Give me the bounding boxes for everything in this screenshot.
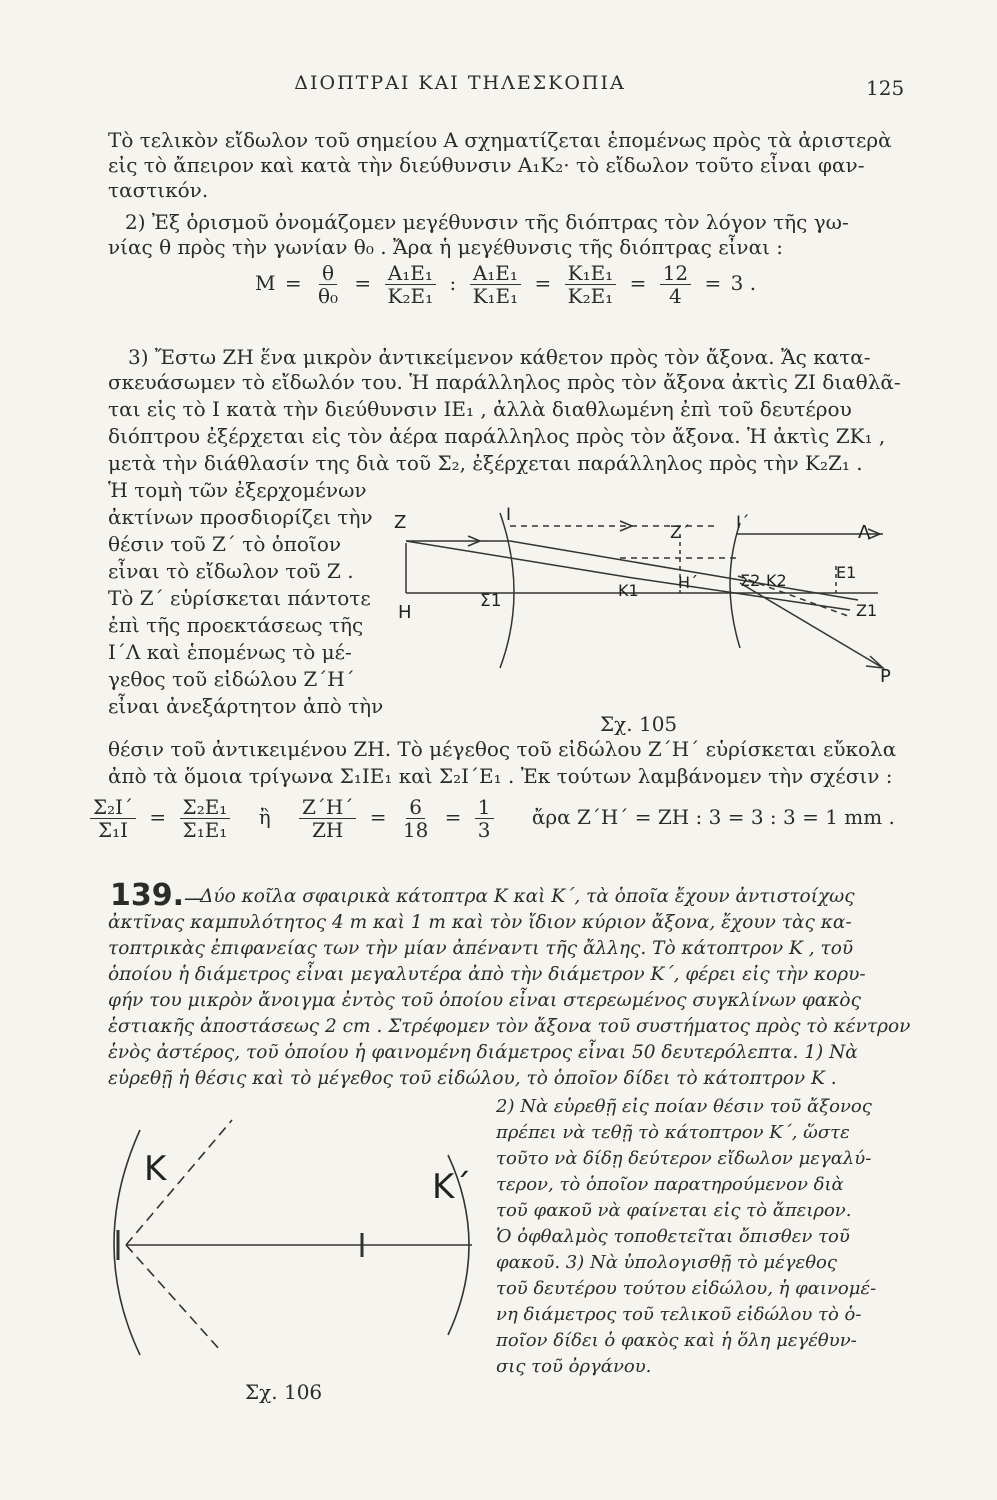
label-lambda: Λ bbox=[858, 522, 871, 543]
fraction-a1e1-k2e1: $\frac{\text{Α₁Ε₁}}{\text{Κ₂Ε₁}}$ bbox=[385, 262, 437, 307]
label-sigma1: Σ1 bbox=[480, 591, 502, 611]
problem-narrow-5: τοῦ φακοῦ νὰ φαίνεται εἰς τὸ ἄπειρον. bbox=[496, 1200, 852, 1221]
figure-106-caption: Σχ. 106 bbox=[245, 1380, 323, 1404]
problem-narrow-2: πρέπει νὰ τεθῇ τὸ κάτοπτρον Κ΄, ὥστε bbox=[496, 1122, 850, 1143]
problem-line-8: εὑρεθῇ ἡ θέσις καὶ τὸ μέγεθος τοῦ εἰδώλου, τὸ ὁποῖον δίδει τὸ κάτοπτρον Κ . bbox=[108, 1068, 837, 1089]
label-i-prime: I΄ bbox=[736, 513, 750, 533]
label-sigma2: Σ2 bbox=[740, 571, 761, 590]
problem-narrow-6: Ὁ ὀφθαλμὸς τοποθετεῖται ὄπισθεν τοῦ bbox=[496, 1226, 850, 1247]
problem-narrow-8: τοῦ δευτέρου τούτου εἰδώλου, ἡ φαινομέ- bbox=[496, 1278, 877, 1299]
problem-number: 139.— bbox=[110, 878, 205, 913]
problem-narrow-10: ποῖον δίδει ὁ φακὸς καὶ ἡ ὅλη μεγέθυν- bbox=[496, 1330, 857, 1351]
para3-narrow-7: Ι΄Λ καὶ ἑπομένως τὸ μέ- bbox=[108, 640, 352, 664]
label-p: P bbox=[880, 666, 891, 687]
fraction-s2e1-s1e1: $\frac{\text{Σ₂Ε₁}}{\text{Σ₁Ε₁}}$ bbox=[180, 796, 231, 841]
similar-triangles-formula: $\frac{\text{Σ₂Ι΄}}{\text{Σ₁Ι}}$ = $\frac{\text{Σ₂Ε₁}}{\text{Σ₁Ε₁}}$ ἢ $\frac{Z΄H΄}{ZH}$ = $\frac{6}{18}$ = $\frac{1}{3}$ ἄρα Ζ΄Η΄ = ΖΗ : 3 = 3 : 3 = 1 mm . bbox=[86, 796, 895, 841]
para3-narrow-8: γεθος τοῦ εἰδώλου Ζ΄Η΄ bbox=[108, 667, 355, 691]
para3-line-5: μετὰ τὴν διάθλασίν της διὰ τοῦ Σ₂, ἐξέρχεται παράλληλος πρὸς τὴν Κ₂Ζ₁ . bbox=[108, 451, 863, 475]
problem-narrow-7: φακοῦ. 3) Νὰ ὑπολογισθῇ τὸ μέγεθος bbox=[496, 1252, 837, 1273]
problem-narrow-3: τοῦτο νὰ δίδῃ δεύτερον εἴδωλον μεγαλύ- bbox=[496, 1148, 872, 1169]
problem-line-4: ὁποίου ἡ διάμετρος εἶναι μεγαλυτέρα ἀπὸ τὴν διάμετρον Κ΄, φέρει εἰς τὴν κορυ- bbox=[108, 964, 866, 985]
problem-narrow-11: σις τοῦ ὀργάνου. bbox=[496, 1356, 652, 1377]
formula-conclusion: ἄρα Ζ΄Η΄ = ΖΗ : 3 = 3 : 3 = 1 mm . bbox=[531, 805, 895, 829]
problem-line-7: ἑνὸς ἀστέρος, τοῦ ὁποίου ἡ φαινομένη διάμετρος εἶναι 50 δευτερόλεπτα. 1) Νὰ bbox=[108, 1042, 858, 1063]
para3-narrow-1: Ἡ τομὴ τῶν ἐξερχομένων bbox=[108, 478, 367, 502]
ray-z-k1 bbox=[406, 541, 633, 578]
para1-line-2: εἰς τὸ ἄπειρον καὶ κατὰ τὴν διεύθυνσιν Α₁Κ₂· τὸ εἴδωλον τοῦτο εἶναι φαν- bbox=[108, 153, 865, 177]
lens-sigma2 bbox=[730, 523, 740, 648]
label-k-prime-mirror: K΄ bbox=[432, 1167, 472, 1207]
label-i: I bbox=[506, 505, 512, 525]
para3-line-2: σκευάσωμεν τὸ εἴδωλόν του. Ἡ παράλληλος πρὸς τὸν ἄξονα ἀκτὶς ΖΙ διαθλᾶ- bbox=[108, 370, 901, 394]
label-z-prime: Z΄ bbox=[670, 523, 691, 543]
para3-line-1: 3) Ἔστω ΖΗ ἕνα μικρὸν ἀντικείμενον κάθετον πρὸς τὸν ἄξονα. Ἄς κατα- bbox=[128, 345, 871, 369]
para2-line-1: 2) Ἐξ ὁρισμοῦ ὀνομάζομεν μεγέθυνσιν τῆς διόπτρας τὸν λόγον τῆς γω- bbox=[125, 210, 849, 234]
label-z1: Z1 bbox=[856, 601, 878, 620]
para3-end-1: θέσιν τοῦ ἀντικειμένου ΖΗ. Τὸ μέγεθος τοῦ εἰδώλου Ζ΄Η΄ εὑρίσκεται εὔκολα bbox=[108, 737, 897, 761]
fraction-theta: $\frac{\theta}{\text{θ₀}}$ bbox=[317, 261, 339, 308]
para3-narrow-3: θέσιν τοῦ Ζ΄ τὸ ὁποῖον bbox=[108, 532, 342, 556]
para2-line-2: νίας θ πρὸς τὴν γωνίαν θ₀ . Ἄρα ἡ μεγέθυνσις τῆς διόπτρας εἶναι : bbox=[108, 235, 784, 259]
label-k2: K2 bbox=[766, 571, 787, 590]
problem-line-1: Δύο κοῖλα σφαιρικὰ κάτοπτρα Κ καὶ Κ΄, τὰ ὁποῖα ἔχουν ἀντιστοίχως bbox=[200, 886, 855, 907]
para3-narrow-2: ἀκτίνων προσδιορίζει τὴν bbox=[108, 505, 373, 529]
para3-narrow-9: εἶναι ἀνεξάρτητον ἀπὸ τὴν bbox=[108, 694, 384, 718]
para3-line-4: διόπτρου ἐξέρχεται εἰς τὸν ἀέρα παράλληλος πρὸς τὸν ἄξονα. Ἡ ἀκτὶς ΖΚ₁ , bbox=[108, 424, 886, 448]
problem-line-3: τοπτρικὰς ἐπιφανείας των τὴν μίαν ἀπέναντι τῆς ἄλλης. Τὸ κάτοπτρον Κ , τοῦ bbox=[108, 938, 854, 959]
fraction-a1e1-k1e1: $\frac{\text{Α₁Ε₁}}{\text{Κ₁Ε₁}}$ bbox=[470, 262, 522, 307]
formula-result: 3 . bbox=[730, 271, 757, 295]
ray-lower bbox=[126, 1245, 220, 1350]
label-k-mirror: K bbox=[144, 1149, 167, 1189]
label-k1: K1 bbox=[618, 581, 639, 600]
fraction-12-4: $\frac{12}{4}$ bbox=[660, 262, 691, 307]
problem-line-5: φήν του μικρὸν ἄνοιγμα ἐντὸς τοῦ ὁποίου εἶναι στερεωμένος συγκλίνων φακὸς bbox=[108, 990, 861, 1011]
figure-105-diagram bbox=[388, 498, 908, 698]
para3-narrow-4: εἶναι τὸ εἴδωλον τοῦ Ζ . bbox=[108, 559, 354, 583]
lens-sigma1 bbox=[500, 513, 514, 668]
ray-to-p bbox=[740, 583, 883, 668]
formula-symbol-m: M bbox=[255, 271, 276, 295]
label-e1: E1 bbox=[836, 563, 857, 582]
ray-upper bbox=[126, 1120, 232, 1245]
para3-end-2: ἀπὸ τὰ ὅμοια τρίγωνα Σ₁ΙΕ₁ καὶ Σ₂Ι΄Ε₁ . Ἐκ τούτων λαμβάνομεν τὴν σχέσιν : bbox=[108, 764, 893, 788]
problem-line-6: ἑστιακῆς ἀποστάσεως 2 cm . Στρέφομεν τὸν ἄξονα τοῦ συστήματος πρὸς τὸ κέντρον bbox=[108, 1016, 911, 1037]
page-number: 125 bbox=[866, 76, 905, 100]
label-z: Z bbox=[394, 512, 407, 533]
label-h-prime: H΄ bbox=[678, 573, 699, 592]
problem-narrow-4: τερον, τὸ ὁποῖον παρατηρούμενον διὰ bbox=[496, 1174, 844, 1195]
label-h: H bbox=[398, 602, 412, 623]
running-header: ΔΙΟΠΤΡΑΙ ΚΑΙ ΤΗΛΕΣΚΟΠΙΑ bbox=[294, 72, 626, 94]
fraction-s2i-s1i: $\frac{\text{Σ₂Ι΄}}{\text{Σ₁Ι}}$ bbox=[90, 796, 136, 841]
para3-narrow-6: ἐπὶ τῆς προεκτάσεως τῆς bbox=[108, 613, 364, 637]
para1-line-1: Τὸ τελικὸν εἴδωλον τοῦ σημείου Α σχηματίζεται ἑπομένως πρὸς τὰ ἀριστερὰ bbox=[108, 128, 892, 152]
fraction-k1e1-k2e1: $\frac{\text{Κ₁Ε₁}}{\text{Κ₂Ε₁}}$ bbox=[565, 262, 617, 307]
fraction-zphp-zh: $\frac{Z΄H΄}{ZH}$ bbox=[299, 796, 356, 841]
fraction-1-3: $\frac{1}{3}$ bbox=[475, 796, 494, 841]
problem-narrow-9: νη διάμετρος τοῦ τελικοῦ εἰδώλου τὸ ὁ- bbox=[496, 1304, 862, 1325]
magnification-formula: M = $\frac{\theta}{\text{θ₀}}$ = $\frac{\text{Α₁Ε₁}}{\text{Κ₂Ε₁}}$ : $\frac{\text{Α₁Ε₁}}{\text{Κ₁Ε₁}}$ = $\frac{\text{Κ₁Ε₁}}{\text{Κ₂Ε₁}}$ = $\frac{12}{4}$ = 3 . bbox=[255, 261, 757, 308]
figure-106-diagram bbox=[100, 1110, 490, 1370]
para3-line-3: ται εἰς τὸ Ι κατὰ τὴν διεύθυνσιν ΙΕ₁ , ἀλλὰ διαθλωμένη ἐπὶ τοῦ δευτέρου bbox=[108, 397, 852, 421]
figure-105-caption: Σχ. 105 bbox=[600, 712, 678, 736]
para3-narrow-5: Τὸ Ζ΄ εὑρίσκεται πάντοτε bbox=[108, 586, 371, 610]
fraction-6-18: $\frac{6}{18}$ bbox=[402, 795, 429, 842]
para1-line-3: ταστικόν. bbox=[108, 178, 209, 202]
problem-narrow-1: 2) Νὰ εὑρεθῇ εἰς ποίαν θέσιν τοῦ ἄξονος bbox=[496, 1096, 872, 1117]
problem-line-2: ἀκτῖνας καμπυλότητος 4 m καὶ 1 m καὶ τὸν ἴδιον κύριον ἄξονα, ἔχουν τὰς κα- bbox=[108, 912, 852, 933]
